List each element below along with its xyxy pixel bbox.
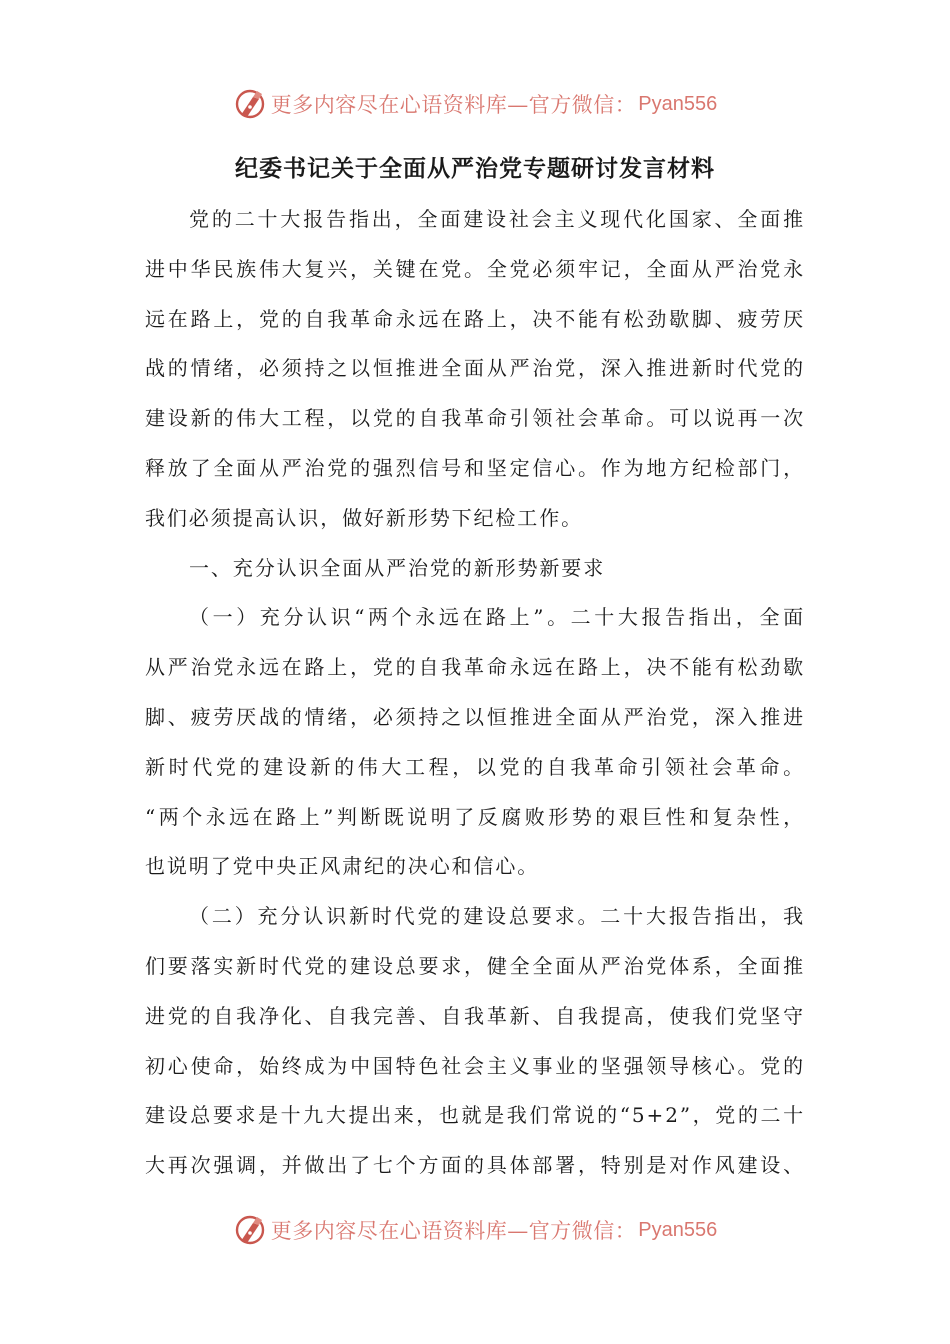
body-line: 也说明了党中央正风肃纪的决心和信心。	[145, 854, 540, 879]
footer-watermark	[0, 1210, 950, 1250]
document-title: 纪委书记关于全面从严治党专题研讨发言材料	[235, 155, 715, 182]
body-line: 战的情绪，必须持之以恒推进全面从严治党，深入推进新时代党的	[145, 356, 805, 381]
body-line: 释放了全面从严治党的强烈信号和坚定信心。作为地方纪检部门，	[145, 455, 805, 480]
watermark-text: 更多内容尽在心语资料库—官方微信：	[270, 1219, 637, 1243]
watermark-handle: Pyan556	[638, 1218, 718, 1241]
body-line: 建设总要求是十九大提出来，也就是我们常说的“5+2”，党的二十	[145, 1103, 805, 1128]
body-line: 初心使命，始终成为中国特色社会主义事业的坚强领导核心。党的	[145, 1053, 805, 1078]
body-line: （二）充分认识新时代党的建设总要求。二十大报告指出，我	[189, 904, 805, 929]
body-line: 建设新的伟大工程，以党的自我革命引领社会革命。可以说再一次	[145, 406, 805, 431]
body-line: 新时代党的建设新的伟大工程，以党的自我革命引领社会革命。	[145, 754, 805, 779]
watermark-handle: Pyan556	[638, 92, 718, 115]
pen-nib-logo-icon	[233, 87, 267, 121]
header-watermark	[0, 84, 950, 124]
pen-nib-logo-icon	[233, 1213, 267, 1247]
body-line: 进党的自我净化、自我完善、自我革新、自我提高，使我们党坚守	[145, 1003, 805, 1028]
body-line: （一）充分认识“两个永远在路上”。二十大报告指出，全面	[189, 605, 805, 630]
body-line: 大再次强调，并做出了七个方面的具体部署，特别是对作风建设、	[145, 1153, 805, 1178]
body-line: 我们必须提高认识，做好新形势下纪检工作。	[145, 505, 583, 530]
body-line: 远在路上，党的自我革命永远在路上，决不能有松劲歇脚、疲劳厌	[145, 306, 805, 331]
body-line: “两个永远在路上”判断既说明了反腐败形势的艰巨性和复杂性，	[145, 804, 805, 829]
body-line: 们要落实新时代党的建设总要求，健全全面从严治党体系，全面推	[145, 953, 805, 978]
document-body	[145, 195, 805, 1191]
watermark-text: 更多内容尽在心语资料库—官方微信：	[270, 93, 637, 117]
body-line: 从严治党永远在路上，党的自我革命永远在路上，决不能有松劲歇	[145, 655, 805, 680]
body-line: 进中华民族伟大复兴，关键在党。全党必须牢记，全面从严治党永	[145, 256, 805, 281]
body-line: 党的二十大报告指出，全面建设社会主义现代化国家、全面推	[189, 207, 805, 231]
section-heading: 一、充分认识全面从严治党的新形势新要求	[189, 555, 606, 580]
body-line: 脚、疲劳厌战的情绪，必须持之以恒推进全面从严治党，深入推进	[145, 704, 805, 729]
